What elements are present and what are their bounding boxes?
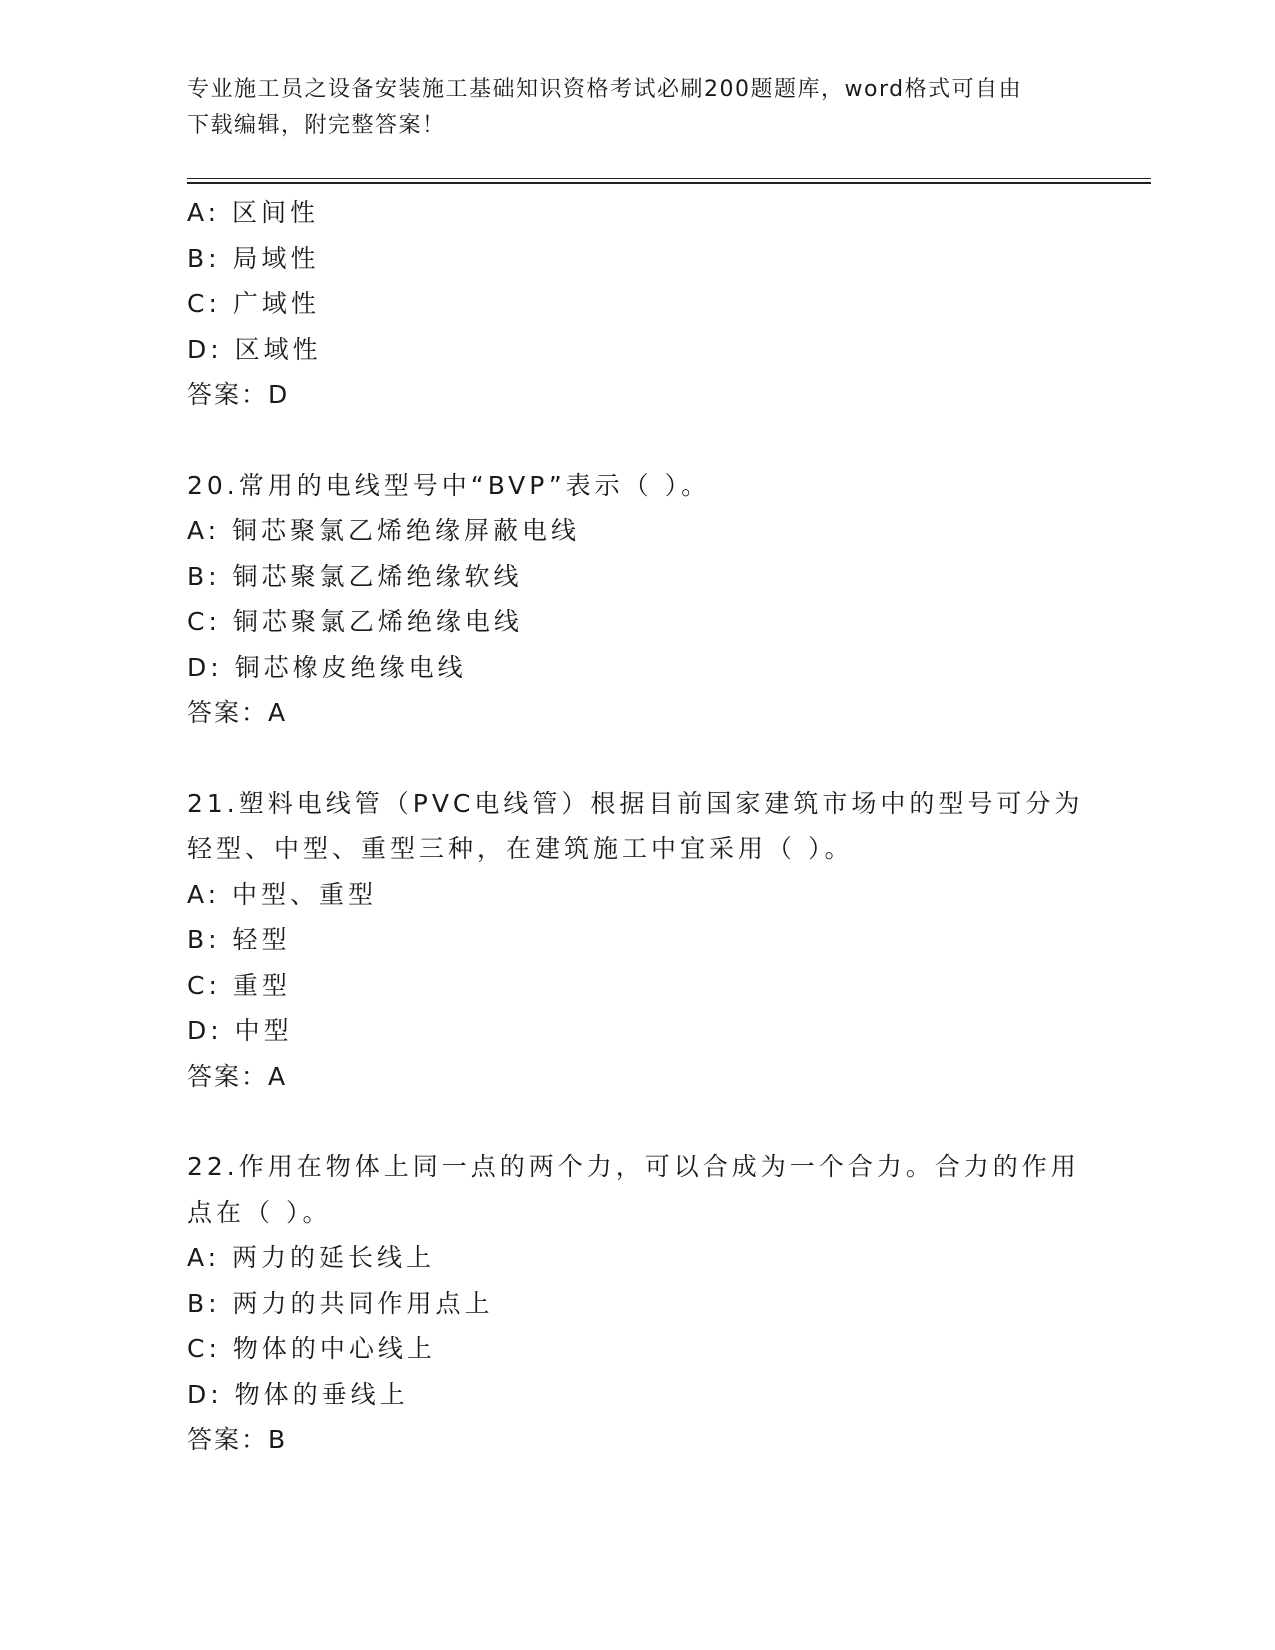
option-b: B: 轻型 (187, 925, 291, 954)
question-stem-line-2: 点在（ ）。 (187, 1197, 332, 1227)
header-title-line-1: 专业施工员之设备安装施工基础知识资格考试必刷200题题库，word格式可自由 (187, 77, 1023, 102)
answer: 答案：A (187, 698, 288, 727)
option-b: B: 两力的共同作用点上 (187, 1288, 494, 1318)
question-19 (187, 190, 1087, 418)
option-d: D: 中型 (187, 1016, 293, 1045)
question-stem: 20.常用的电线型号中“BVP”表示（ ）。 (187, 470, 711, 500)
spacer (187, 736, 1087, 781)
option-d: D: 区域性 (187, 334, 322, 364)
spacer (187, 1099, 1087, 1144)
header-divider-thin (187, 178, 1151, 179)
answer: 答案：D (187, 380, 290, 409)
answer: 答案：B (187, 1425, 288, 1454)
header-title-line-2: 下载编辑，附完整答案！ (187, 113, 446, 138)
option-c: C: 广域性 (187, 289, 320, 318)
question-stem-line-1: 21.塑料电线管（PVC电线管）根据目前国家建筑市场中的型号可分为 (187, 788, 1084, 818)
question-20 (187, 463, 1087, 736)
document-header (187, 72, 1067, 144)
spacer (187, 418, 1087, 463)
option-d: D: 铜芯橡皮绝缘电线 (187, 652, 467, 682)
option-a: A: 中型、重型 (187, 879, 378, 909)
question-stem-line-2: 轻型、中型、重型三种，在建筑施工中宜采用（ ）。 (187, 834, 854, 863)
option-b: B: 局域性 (187, 243, 320, 273)
option-b: B: 铜芯聚氯乙烯绝缘软线 (187, 561, 523, 591)
option-a: A: 区间性 (187, 198, 320, 227)
option-d: D: 物体的垂线上 (187, 1379, 409, 1409)
answer: 答案：A (187, 1061, 288, 1091)
question-stem-line-1: 22.作用在物体上同一点的两个力，可以合成为一个合力。合力的作用 (187, 1152, 1080, 1181)
option-c: C: 铜芯聚氯乙烯绝缘电线 (187, 607, 523, 636)
question-21 (187, 781, 1087, 1100)
question-list (187, 190, 1087, 1463)
option-a: A: 两力的延长线上 (187, 1243, 436, 1272)
option-a: A: 铜芯聚氯乙烯绝缘屏蔽电线 (187, 516, 581, 545)
option-c: C: 重型 (187, 970, 291, 1000)
header-divider-thick (187, 182, 1151, 184)
option-c: C: 物体的中心线上 (187, 1334, 436, 1363)
question-22 (187, 1144, 1087, 1463)
